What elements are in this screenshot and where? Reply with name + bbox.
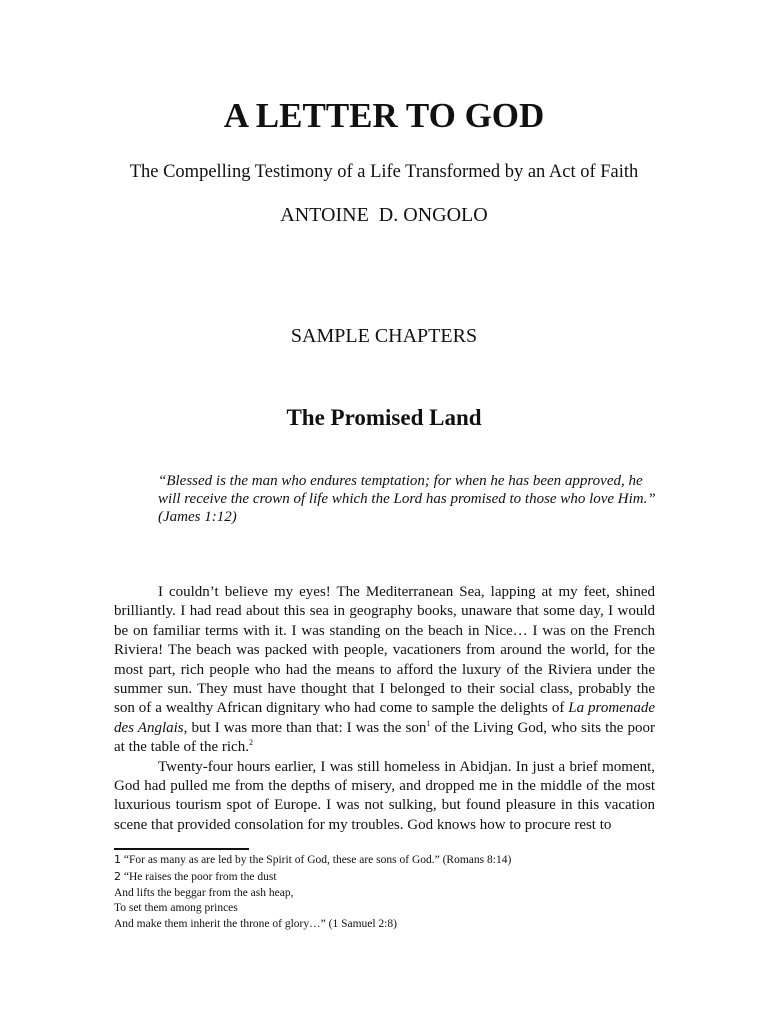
footnote-reference: 2 xyxy=(248,738,253,748)
paragraph-text: I couldn’t believe my eyes! The Mediterranean Sea, lapping at my feet, shined brilliantly. I had read about this sea in geography books, unaware that some day, I would be on familiar terms with it. I was standing on the beach in Nice… I was on the French Riviera! The beach was packed with people, vacationers from around the world, for the most part, rich people who had the means to afford the luxury of the Riviera under the summer sun. They must have thought that I belonged to their social class, probably the son of a wealthy African dignitary who had come to sample the delights of xyxy=(114,584,655,717)
footnote-text: “He raises the poor from the dust xyxy=(123,870,277,883)
chapter-body xyxy=(114,583,655,835)
author-name: ANTOINE D. ONGOLO xyxy=(280,204,488,226)
footnotes xyxy=(114,852,674,933)
footnote-1 xyxy=(114,852,674,869)
chapter-title: The Promised Land xyxy=(286,405,482,430)
footnote-line: And make them inherit the throne of glory…” (1 Samuel 2:8) xyxy=(114,918,397,931)
footnote-number: 2 xyxy=(114,869,121,883)
paragraph: Twenty-four hours earlier, I was still homeless in Abidjan. In just a brief moment, God had pulled me from the depths of misery, and dropped me in the middle of the most luxurious tourism spot of Europe. I was not sulking, but found pleasure in this vacation scene that provided consolation for my troubles. God knows how to procure rest to xyxy=(114,758,655,833)
footnote-2 xyxy=(114,869,674,886)
paragraph-text: , but I was more than that: I was the son xyxy=(183,719,427,736)
epigraph xyxy=(158,472,658,526)
paragraph-text: of the Living God, who sits the poor at the table of the rich. xyxy=(114,719,655,756)
section-label: SAMPLE CHAPTERS xyxy=(290,325,478,347)
footnote-number: 1 xyxy=(114,853,121,866)
footnote-text: “For as many as are led by the Spirit of God, these are sons of God.” (Romans 8:14) xyxy=(123,854,512,866)
footnote-reference: 1 xyxy=(426,718,431,728)
epigraph-quote: “Blessed is the man who endures temptation; for when he has been approved, he will receive the crown of life which the Lord has promised to those who love Him.” xyxy=(158,473,656,507)
footnote-line: And lifts the beggar from the ash heap, xyxy=(114,886,294,899)
paragraph xyxy=(114,583,655,758)
book-title: A LETTER TO GOD xyxy=(223,96,545,135)
epigraph-citation: (James 1:12) xyxy=(158,509,237,525)
book-subtitle: The Compelling Testimony of a Life Transformed by an Act of Faith xyxy=(129,162,639,182)
footnote-line: To set them among princes xyxy=(114,902,238,915)
italic-place-name: La promenade des Anglais xyxy=(114,700,655,736)
footnote-divider xyxy=(114,848,249,850)
